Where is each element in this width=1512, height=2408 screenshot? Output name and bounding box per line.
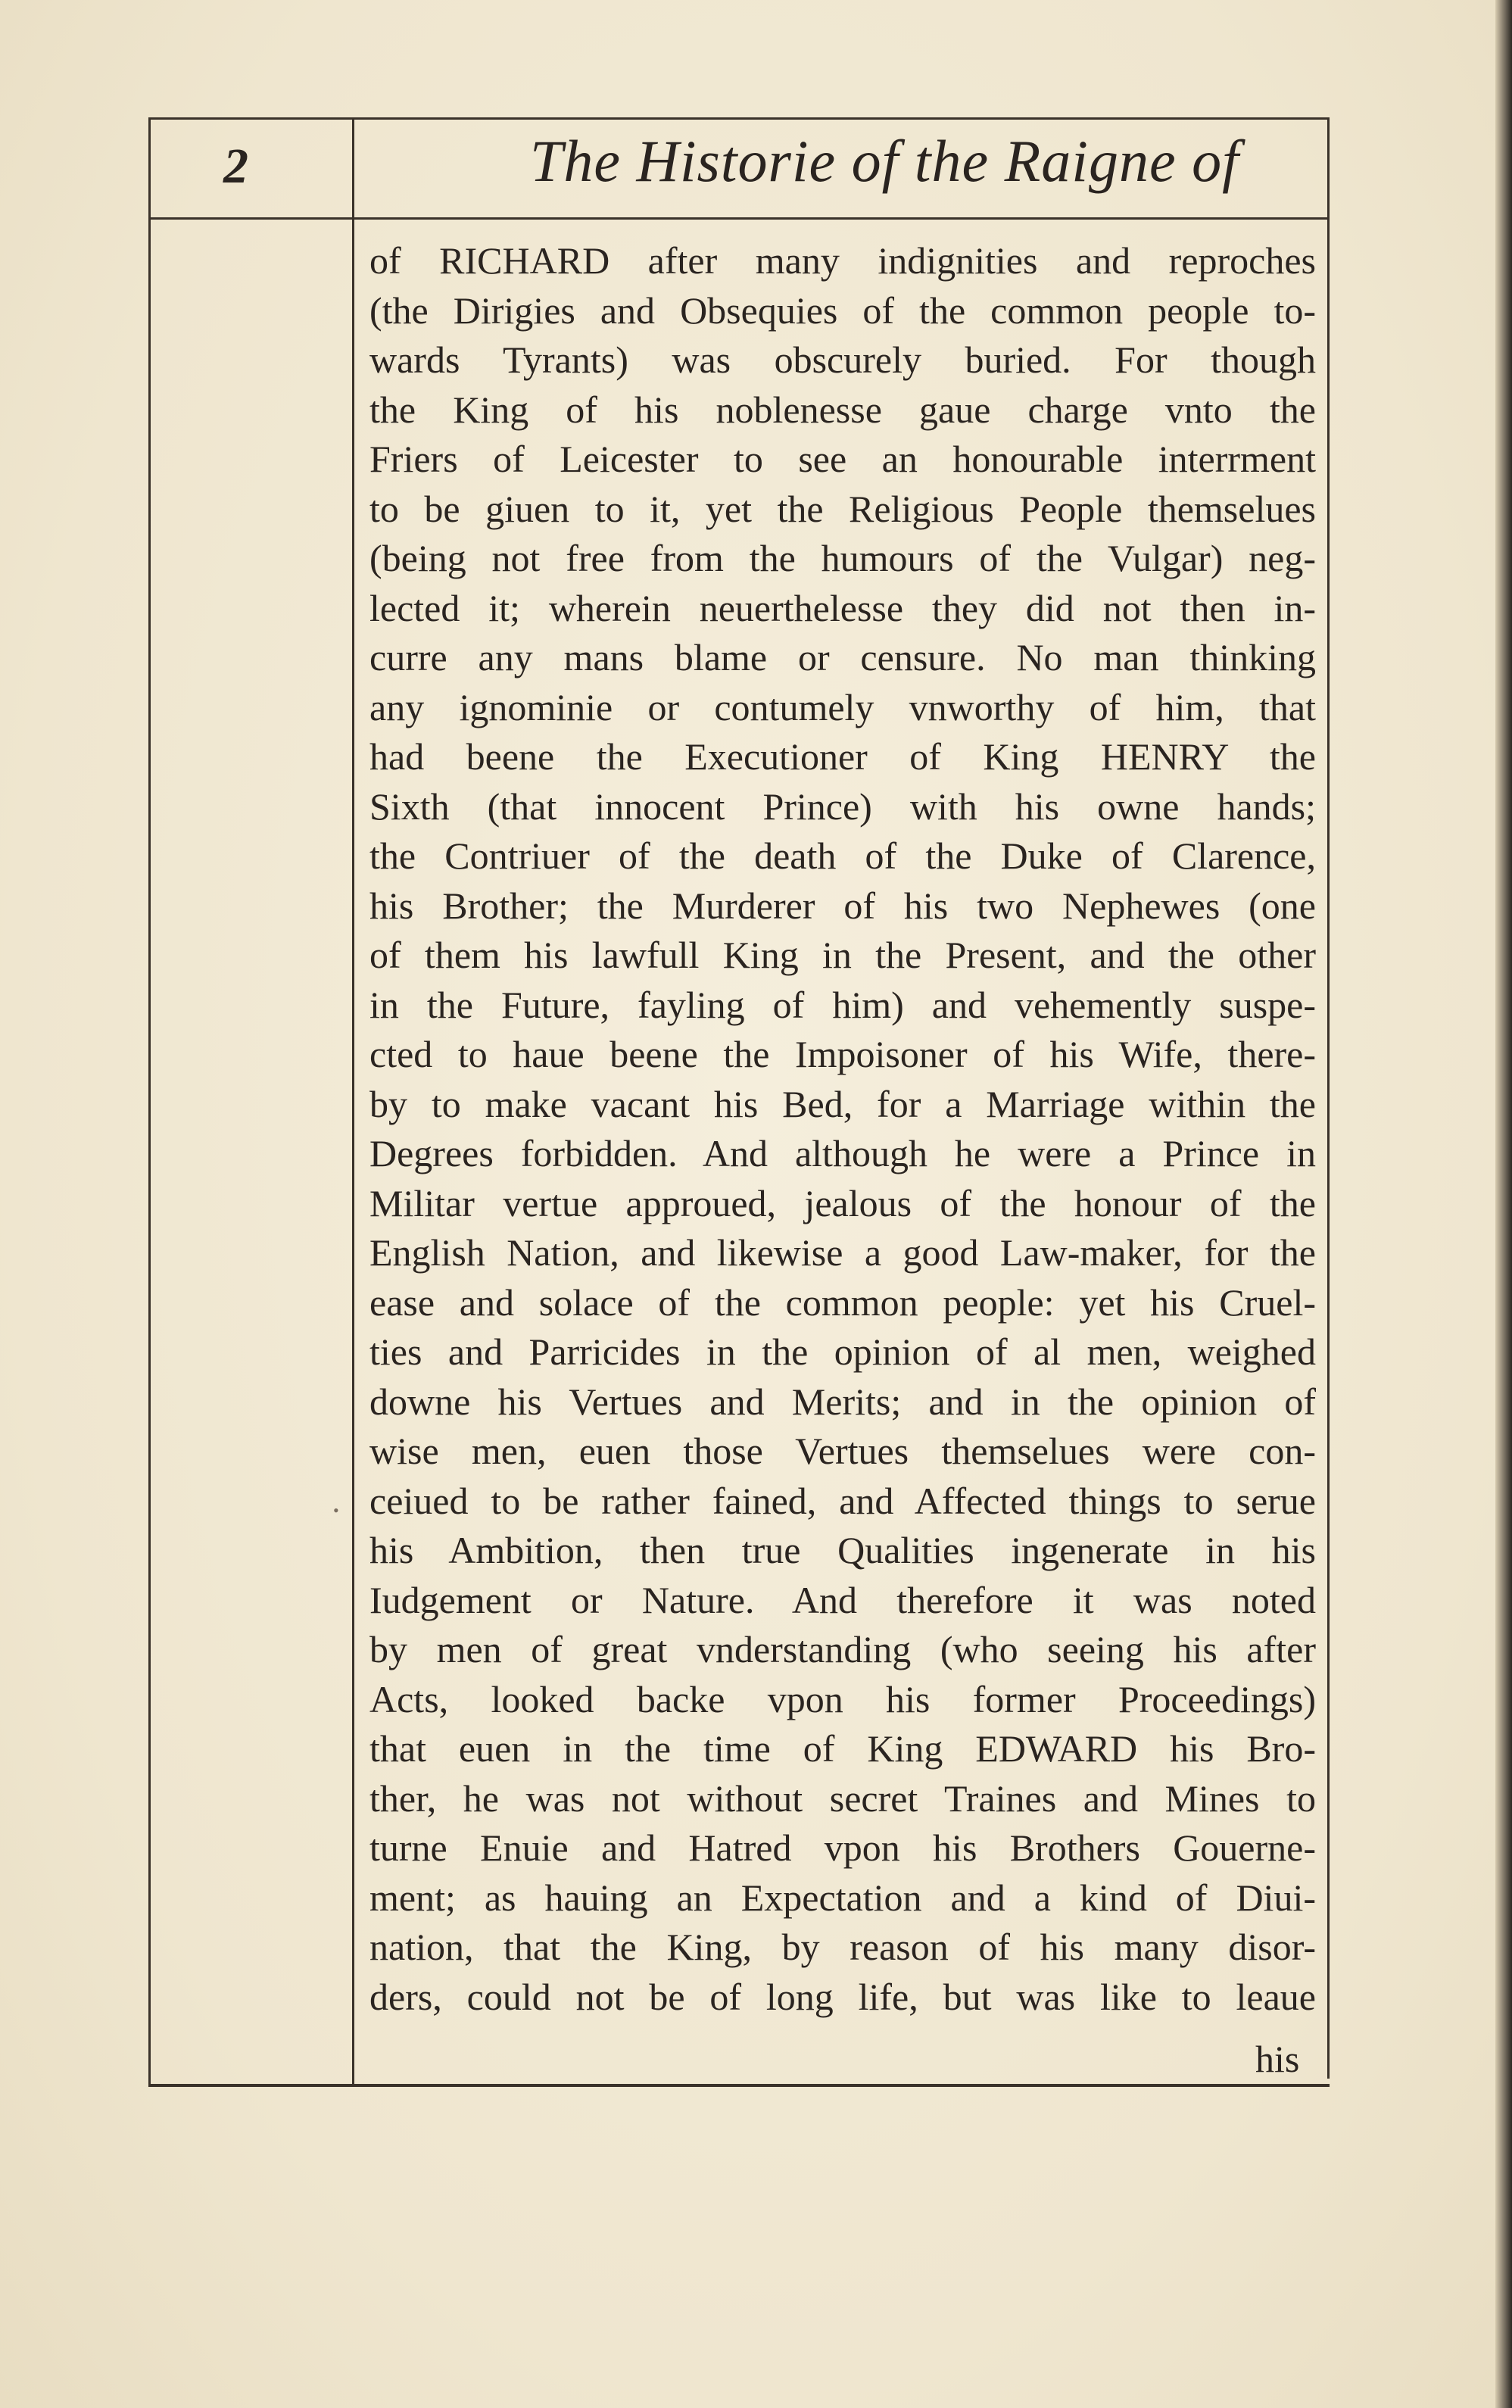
frame-top-rule bbox=[148, 117, 1330, 120]
page-number: 2 bbox=[223, 139, 248, 194]
text-line: any ignominie or contumely vnworthy of him, that bbox=[369, 685, 1316, 728]
text-line: nation, that the King, by reason of his many disor- bbox=[369, 1926, 1316, 1968]
text-line: wise men, euen those Vertues themselues were con- bbox=[369, 1430, 1316, 1472]
text-line: downe his Vertues and Merits; and in the opinion of bbox=[369, 1380, 1316, 1423]
text-line: his Ambition, then true Qualities ingenerate in his bbox=[369, 1529, 1316, 1571]
text-line: his Brother; the Murderer of his two Nephewes (one bbox=[369, 884, 1316, 927]
text-line: wards Tyrants) was obscurely buried. For though bbox=[369, 338, 1316, 381]
text-line: turne Enuie and Hatred vpon his Brothers Gouerne- bbox=[369, 1826, 1316, 1869]
text-line: ease and solace of the common people: yet his Cruel- bbox=[369, 1280, 1316, 1324]
text-line: of them his lawfull King in the Present, and the other bbox=[369, 934, 1316, 976]
text-line: (the Dirigies and Obsequies of the common people to- bbox=[369, 289, 1316, 332]
text-line: (being not free from the humours of the Vulgar) neg- bbox=[369, 537, 1316, 579]
text-line: by men of great vnderstanding (who seeing his after bbox=[369, 1628, 1316, 1670]
text-line: curre any mans blame or censure. No man thinking bbox=[369, 636, 1316, 678]
frame-left-rule bbox=[148, 117, 151, 2086]
text-line: ment; as hauing an Expectation and a kind of Diui- bbox=[369, 1876, 1316, 1919]
text-line: lected it; wherein neuerthelesse they did not then in- bbox=[369, 586, 1316, 629]
text-line: ceiued to be rather fained, and Affected things to serue bbox=[369, 1479, 1316, 1522]
text-line: in the Future, fayling of him) and vehemently suspe- bbox=[369, 983, 1316, 1026]
text-line: had beene the Executioner of King HENRY the bbox=[369, 735, 1316, 778]
page-edge bbox=[1495, 0, 1512, 2408]
text-line: ther, he was not without secret Traines and Mines to bbox=[369, 1776, 1316, 1820]
header-rule bbox=[148, 217, 1330, 220]
text-line: the Contriuer of the death of the Duke of Clarence, bbox=[369, 834, 1316, 877]
text-line: Degrees forbidden. And although he were a Prince in bbox=[369, 1132, 1316, 1174]
text-line: by to make vacant his Bed, for a Marriage within the bbox=[369, 1082, 1316, 1125]
margin-column-rule bbox=[352, 117, 354, 2086]
catchword: his bbox=[1255, 2038, 1300, 2080]
text-line: ders, could not be of long life, but was like to leaue bbox=[369, 1975, 1316, 2018]
text-line: English Nation, and likewise a good Law-maker, for the bbox=[369, 1231, 1316, 1274]
text-line: to be giuen to it, yet the Religious People themselues bbox=[369, 487, 1316, 530]
text-line: ties and Parricides in the opinion of al men, weighed bbox=[369, 1330, 1316, 1373]
text-line: cted to haue beene the Impoisoner of his Wife, there- bbox=[369, 1033, 1316, 1075]
text-line: Acts, looked backe vpon his former Proceedings) bbox=[369, 1677, 1316, 1720]
body-text bbox=[369, 236, 1316, 2022]
frame-right-rule bbox=[1327, 117, 1330, 2079]
text-line: Iudgement or Nature. And therefore it was noted bbox=[369, 1578, 1316, 1621]
frame-bottom-rule bbox=[148, 2084, 1330, 2087]
running-head: The Historie of the Raigne of bbox=[530, 128, 1239, 194]
text-line: of RICHARD after many indignities and reproches bbox=[369, 239, 1316, 282]
text-line: Militar vertue approued, jealous of the honour of the bbox=[369, 1181, 1316, 1224]
text-line: Friers of Leicester to see an honourable interrment bbox=[369, 438, 1316, 480]
text-line: the King of his noblenesse gaue charge vnto the bbox=[369, 388, 1316, 431]
margin-mark: • bbox=[333, 1501, 339, 1520]
text-line: that euen in the time of King EDWARD his Bro- bbox=[369, 1727, 1316, 1770]
text-line: Sixth (that innocent Prince) with his owne hands; bbox=[369, 784, 1316, 828]
